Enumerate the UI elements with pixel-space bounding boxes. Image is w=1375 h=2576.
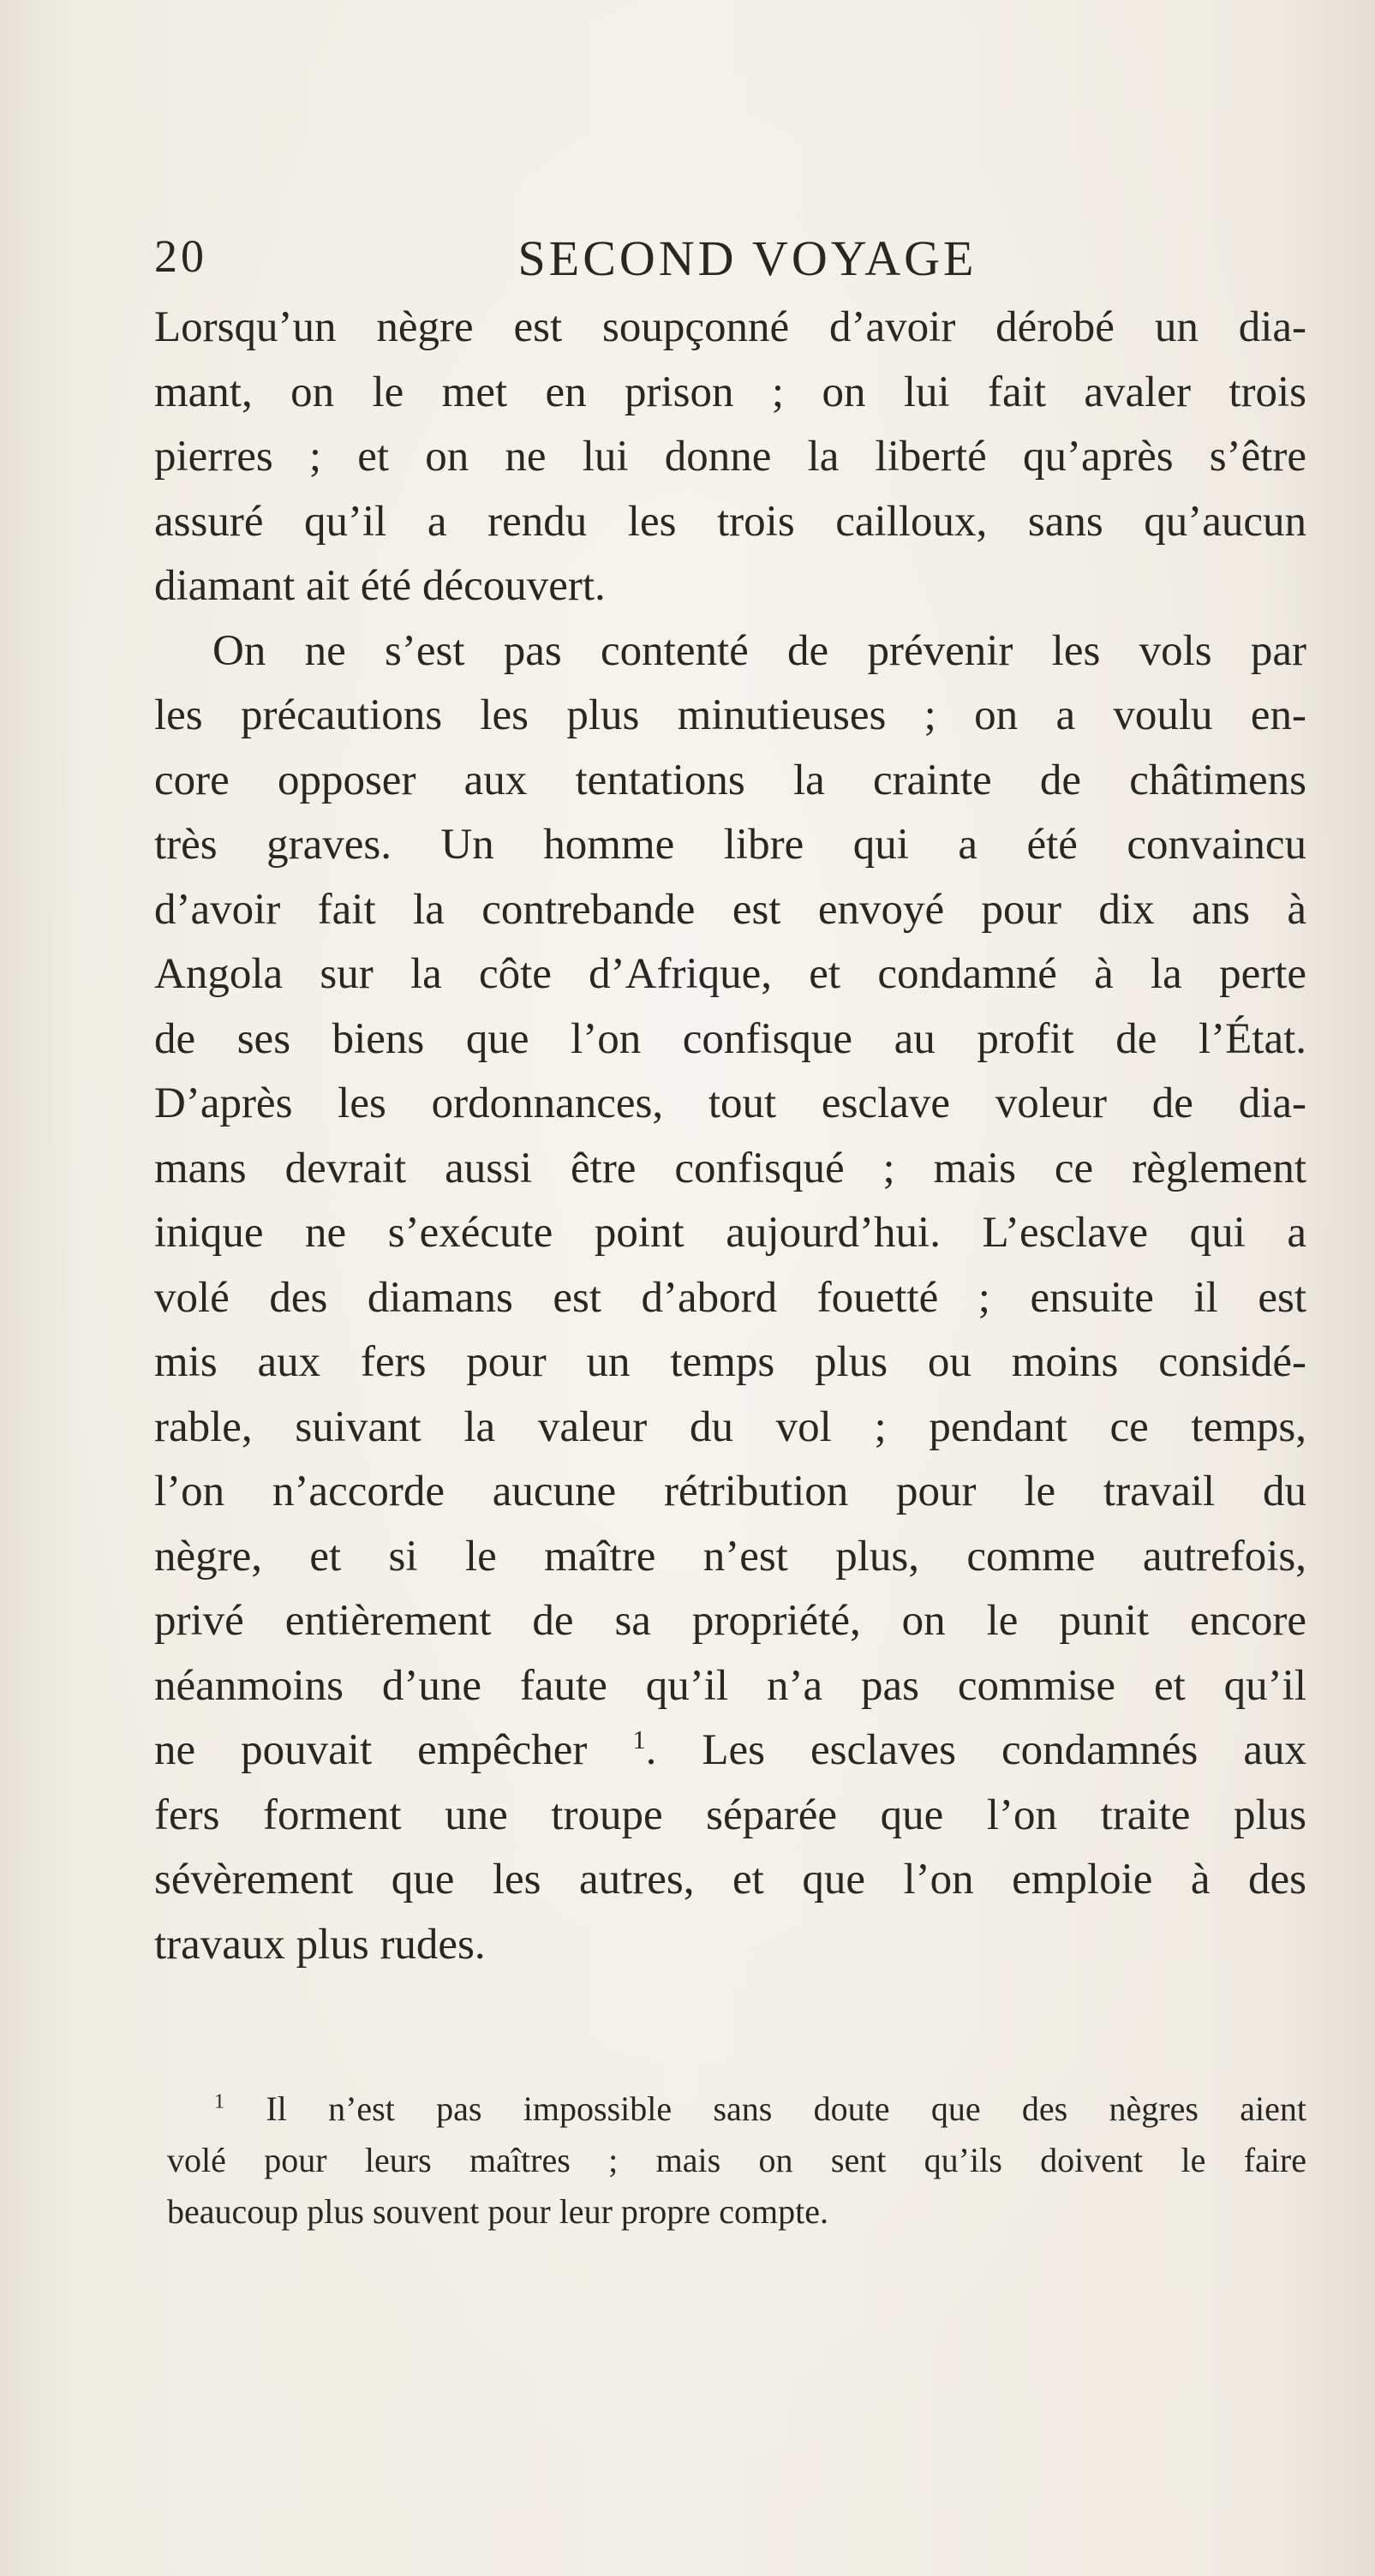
text-line: core opposer aux tentations la crainte de châtimens	[154, 756, 1306, 804]
main-text	[154, 296, 1306, 1977]
text-line: de ses biens que l’on confisque au profit de l’État.	[154, 1014, 1306, 1063]
footnote-line	[167, 2083, 1306, 2135]
text-line: mis aux fers pour un temps plus ou moins considé-	[154, 1338, 1306, 1386]
paragraph-start-line: On ne s’est pas contenté de prévenir les vols par	[212, 626, 1306, 675]
footnote-marker: 1	[214, 2090, 224, 2113]
text-line: privé entièrement de sa propriété, on le punit encore	[154, 1597, 1306, 1645]
page-number: 20	[154, 230, 207, 282]
text-line: assuré qu’il a rendu les trois cailloux, sans qu’aucun	[154, 497, 1306, 546]
footnote-line: volé pour leurs maîtres ; mais on sent qu’ils doivent le faire	[167, 2141, 1306, 2179]
running-title: SECOND VOYAGE	[517, 230, 977, 286]
text-line: volé des diamans est d’abord fouetté ; ensuite il est	[154, 1273, 1306, 1322]
text-line: sévèrement que les autres, et que l’on emploie à des	[154, 1856, 1306, 1904]
text-line: très graves. Un homme libre qui a été convaincu	[154, 821, 1306, 869]
text-line: nègre, et si le maître n’est plus, comme autrefois,	[154, 1532, 1306, 1581]
text-line: néanmoins d’une faute qu’il n’a pas commise et qu’il	[154, 1661, 1306, 1710]
text-line: les précautions les plus minutieuses ; on a voulu en-	[154, 691, 1306, 739]
text-fragment: . Les esclaves condamnés aux	[645, 1726, 1307, 1774]
page-header	[154, 230, 1306, 298]
text-line-with-note	[154, 1718, 1306, 1784]
text-line: D’après les ordonnances, tout esclave voleur de dia-	[154, 1079, 1306, 1127]
text-line: Lorsqu’un nègre est soupçonné d’avoir dérobé un dia-	[154, 303, 1306, 351]
text-line: fers forment une troupe séparée que l’on traite plus	[154, 1790, 1306, 1839]
text-line: travaux plus rudes.	[154, 1920, 486, 1969]
text-fragment: ne pouvait empêcher	[154, 1726, 588, 1774]
text-line: mant, on le met en prison ; on lui fait avaler trois	[154, 368, 1306, 416]
text-line: d’avoir fait la contrebande est envoyé pour dix ans à	[154, 885, 1306, 934]
text-line: l’on n’accorde aucune rétribution pour le travail du	[154, 1467, 1306, 1515]
footnote	[167, 2083, 1306, 2238]
text-line: Angola sur la côte d’Afrique, et condamné à la perte	[154, 950, 1306, 998]
text-line: rable, suivant la valeur du vol ; pendant ce temps,	[154, 1402, 1306, 1451]
text-line: mans devrait aussi être confisqué ; mais ce règlement	[154, 1144, 1306, 1192]
text-line: inique ne s’exécute point aujourd’hui. L’esclave qui a	[154, 1209, 1306, 1257]
text-line: diamant ait été découvert.	[154, 562, 606, 610]
text-line: pierres ; et on ne lui donne la liberté qu’après s’être	[154, 433, 1306, 481]
text-fragment: Il n’est pas impossible sans doute que des nègres aient	[266, 2089, 1307, 2128]
footnote-reference: 1	[632, 1725, 646, 1754]
footnote-line: beaucoup plus souvent pour leur propre compte.	[167, 2192, 829, 2231]
